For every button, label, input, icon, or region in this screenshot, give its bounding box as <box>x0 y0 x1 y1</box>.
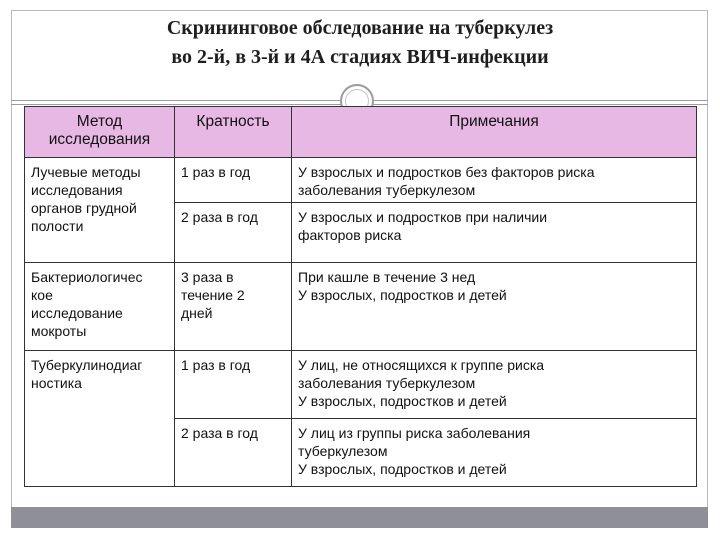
slide-title <box>0 14 720 72</box>
header-method: Метод исследования <box>25 107 175 158</box>
table-row <box>25 351 697 419</box>
bottom-bar <box>11 507 708 528</box>
cell-notes: У взрослых и подростков без факторов риска заболевания туберкулезом <box>292 158 697 203</box>
cell-frequency: 2 раза в год <box>175 203 292 263</box>
cell-notes: У лиц из группы риска заболевания туберкулезом У взрослых, подростков и детей <box>292 419 697 487</box>
cell-frequency: 2 раза в год <box>175 419 292 487</box>
cell-method: Лучевые методы исследования органов грудной полости <box>25 158 175 263</box>
cell-method: Бактериологичес кое исследование мокроты <box>25 263 175 351</box>
cell-notes: При кашле в течение 3 нед У взрослых, подростков и детей <box>292 263 697 351</box>
screening-table <box>24 106 697 487</box>
cell-notes: У лиц, не относящихся к группе риска заболевания туберкулезом У взрослых, подростков и детей <box>292 351 697 419</box>
cell-frequency: 3 раза в течение 2 дней <box>175 263 292 351</box>
title-line-2: во 2-й, в 3-й и 4А стадиях ВИЧ-инфекции <box>171 46 549 68</box>
cell-notes: У взрослых и подростков при наличии факторов риска <box>292 203 697 263</box>
table-header-row <box>25 107 697 158</box>
table-row <box>25 158 697 203</box>
cell-frequency: 1 раз в год <box>175 351 292 419</box>
header-frequency: Кратность <box>175 107 292 158</box>
cell-method: Туберкулинодиаг ностика <box>25 351 175 487</box>
cell-frequency: 1 раз в год <box>175 158 292 203</box>
table-row <box>25 263 697 351</box>
title-line-1: Скрининговое обследование на туберкулез <box>166 17 554 39</box>
header-notes: Примечания <box>292 107 697 158</box>
